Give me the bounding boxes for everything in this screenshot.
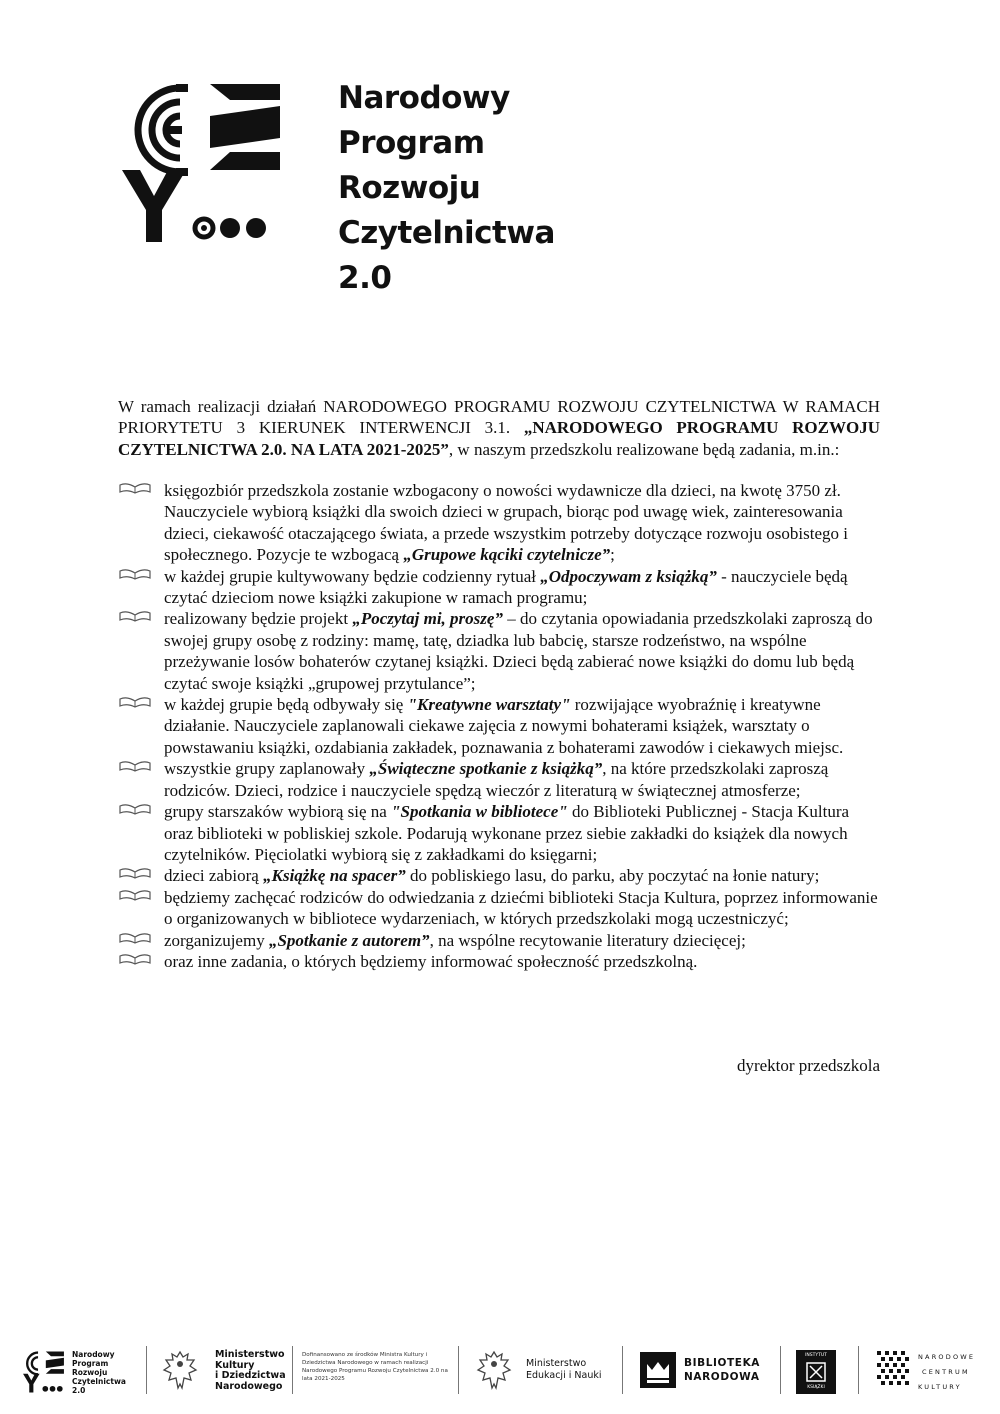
footer-divider bbox=[858, 1346, 859, 1394]
nprc-logo-small bbox=[22, 1350, 66, 1394]
task-text-end: , na wspólne recytowanie literatury dziecięcej; bbox=[429, 930, 746, 950]
program-title-line: 2.0 bbox=[338, 260, 392, 296]
list-item bbox=[118, 694, 880, 758]
open-book-icon bbox=[118, 888, 152, 902]
task-emphasis: "Kreatywne warsztaty" bbox=[407, 695, 571, 715]
list-item bbox=[118, 951, 880, 972]
footer-ministry-education-text bbox=[526, 1358, 601, 1382]
task-emphasis: „Poczytaj mi, proszę” bbox=[352, 609, 503, 629]
list-item bbox=[118, 758, 880, 801]
nprc-logo bbox=[118, 78, 288, 248]
footer-divider bbox=[292, 1346, 293, 1394]
list-item bbox=[118, 480, 880, 566]
open-book-icon bbox=[118, 866, 152, 880]
intro-text-end: , w naszym przedszkolu realizowane będą zadania, m.in.: bbox=[448, 439, 840, 459]
book-institute-logo bbox=[796, 1350, 836, 1394]
task-text: zorganizujemy bbox=[164, 930, 269, 950]
footer-nprc-line: Program bbox=[72, 1359, 109, 1368]
national-culture-centre-logo bbox=[876, 1350, 912, 1390]
task-text: wszystkie grupy zaplanowały bbox=[164, 759, 370, 779]
footer-nck-text bbox=[918, 1350, 975, 1395]
program-title-line: Narodowy bbox=[338, 80, 510, 116]
footer-men-line: Edukacji i Nauki bbox=[526, 1370, 602, 1381]
list-item bbox=[118, 865, 880, 886]
footer-mkdn-line: Narodowego bbox=[215, 1380, 283, 1392]
task-text-end: do pobliskiego lasu, do parku, aby poczytać na łonie natury; bbox=[405, 866, 820, 886]
footer-nprc-line: Rozwoju bbox=[72, 1368, 108, 1377]
task-text: dzieci zabiorą bbox=[164, 866, 264, 886]
list-item bbox=[118, 608, 880, 694]
task-emphasis: „Świąteczne spotkanie z książką” bbox=[369, 759, 603, 779]
task-text: realizowany będzie projekt bbox=[164, 609, 353, 629]
open-book-icon bbox=[118, 802, 152, 816]
task-text-end: ; bbox=[610, 545, 615, 565]
footer-bn-line: BIBLIOTEKA bbox=[684, 1357, 761, 1369]
footer-ik-line: INSTYTUT bbox=[805, 1353, 827, 1358]
intro-text: W ramach realizacji działań NARODOWEGO PROGRAMU ROZWOJU CZYTELNICTWA W RAMACH PRIORYTETU 3 KIERUNEK INTERWENCJI 3.1. bbox=[118, 397, 880, 438]
footer-ministry-culture-text bbox=[215, 1350, 286, 1392]
task-list bbox=[118, 480, 880, 972]
program-title-line: Czytelnictwa bbox=[338, 215, 555, 251]
footer-divider bbox=[146, 1346, 147, 1394]
task-text: księgozbiór przedszkola zostanie wzbogacony o nowości wydawnicze dla dzieci, na kwotę 3750 zł. Nauczyciele wybiorą książki dla swoich dzieci w grupach, biorąc pod uwagę wiek, zainteresowania dzieci, ciekawość otaczającego świata, a przede wszystkim potrzeby dotyczące rozwoju osobistego i społecznego. Pozycje te wzbogacą bbox=[164, 481, 848, 565]
task-text: w każdej grupie będą odbywały się bbox=[164, 695, 408, 715]
task-text-end: , na które przedszkolaki zaproszą rodziców. Dzieci, rodzice i nauczyciele spędzą wieczór z literaturą w świątecznej atmosferze; bbox=[164, 759, 829, 800]
polish-eagle-icon bbox=[162, 1348, 198, 1392]
footer-divider bbox=[780, 1346, 781, 1394]
open-book-icon bbox=[118, 609, 152, 623]
task-text-end: - nauczyciele będą czytać dzieciom nowe książki zakupione w ramach programu; bbox=[164, 566, 848, 608]
footer-nck-line: NARODOWE bbox=[918, 1353, 976, 1361]
task-text: w każdej grupie kultywowany będzie codzienny rytuał bbox=[164, 566, 541, 586]
book-institute-mark-icon bbox=[806, 1362, 826, 1382]
footer-nprc-text bbox=[72, 1350, 126, 1395]
footer-divider bbox=[622, 1346, 623, 1394]
footer-nprc-line: Czytelnictwa bbox=[72, 1377, 126, 1386]
signature: dyrektor przedszkola bbox=[736, 1056, 880, 1075]
task-emphasis: „Spotkanie z autorem” bbox=[268, 930, 430, 950]
national-library-crown-icon bbox=[640, 1352, 676, 1388]
task-emphasis: "Spotkania w bibliotece" bbox=[391, 802, 568, 822]
open-book-icon bbox=[118, 695, 152, 709]
open-book-icon bbox=[118, 481, 152, 495]
sponsor-footer bbox=[0, 1338, 1000, 1408]
open-book-icon bbox=[118, 952, 152, 966]
intro-program-name: „NARODOWEGO PROGRAMU ROZWOJU CZYTELNICTWA 2.0. NA LATA 2021-2025” bbox=[118, 418, 880, 459]
open-book-icon bbox=[118, 567, 152, 581]
task-text: oraz inne zadania, o których będziemy informować społeczność przedszkolną. bbox=[164, 951, 698, 971]
program-title-line: Rozwoju bbox=[338, 170, 481, 206]
open-book-icon bbox=[118, 931, 152, 945]
task-text-end: – do czytania opowiadania przedszkolaki zaproszą do swojej grupy osobę z rodziny: mamę, tatę, dziadka lub babcię, starsze rodzeństwo, na wspólne przeżywanie losów bohaterów czytanej książki. Dzieci będą zabierać nowe książki do domu lub będą czytać swoje książki „grupowej przytulance”; bbox=[164, 609, 873, 693]
list-item bbox=[118, 887, 880, 930]
footer-bn-line: NARODOWA bbox=[684, 1371, 760, 1383]
task-emphasis: „Książkę na spacer” bbox=[263, 866, 406, 886]
task-text-end: rozwijające wyobraźnię i kreatywne działanie. Nauczyciele zaplanowali ciekawe zajęcia z nowymi bohaterami książek, warsztaty o powstawaniu książki, ozdabiania zakładek, poznawania z bohaterami zawodów i ciekawych miejsc. bbox=[164, 695, 844, 757]
footer-national-library-text bbox=[684, 1356, 760, 1384]
footer-nprc-line: Narodowy bbox=[72, 1350, 115, 1359]
intro-paragraph bbox=[118, 396, 880, 460]
task-emphasis: „Odpoczywam z książką” bbox=[540, 566, 717, 586]
program-title bbox=[338, 76, 555, 301]
footer-nck-line: CENTRUM bbox=[922, 1368, 970, 1376]
footer-mkdn-line: Kultury bbox=[215, 1359, 255, 1371]
task-text-end: do Biblioteki Publicznej - Stacja Kultura oraz biblioteki w pobliskiej szkole. Podarują wykonane przez siebie zakładki do książek dla nowych czytelników. Pięciolatki wybiorą się z zakładkami do księgarni; bbox=[164, 802, 850, 864]
footer-nprc-line: 2.0 bbox=[72, 1386, 86, 1395]
footer-mkdn-line: i Dziedzictwa bbox=[215, 1370, 286, 1381]
footer-nck-line: KULTURY bbox=[918, 1383, 962, 1391]
polish-eagle-icon bbox=[476, 1348, 512, 1392]
list-item bbox=[118, 566, 880, 609]
task-text: będziemy zachęcać rodziców do odwiedzania z dziećmi biblioteki Stacja Kultura, poprzez informowanie o organizowanych w bibliotece wydarzeniach, w których przedszkolaki mogą uczestniczyć; bbox=[164, 887, 878, 929]
footer-mkdn-line: Ministerstwo bbox=[215, 1349, 285, 1360]
task-emphasis: „Grupowe kąciki czytelnicze” bbox=[403, 545, 611, 565]
funding-note: Dofinansowano ze środków Ministra Kultury i Dziedzictwa Narodowego w ramach realizacji Narodowego Programu Rozwoju Czytelnictwa 2.0 na lata 2021-2025 bbox=[302, 1352, 448, 1382]
open-book-icon bbox=[118, 759, 152, 773]
footer-men-line: Ministerstwo bbox=[526, 1358, 587, 1369]
task-text: grupy starszaków wybiorą się na bbox=[164, 802, 392, 822]
footer-divider bbox=[458, 1346, 459, 1394]
list-item bbox=[118, 930, 880, 951]
footer-ik-line: KSIĄŻKI bbox=[807, 1385, 825, 1390]
list-item bbox=[118, 801, 880, 865]
program-title-line: Program bbox=[338, 125, 485, 161]
